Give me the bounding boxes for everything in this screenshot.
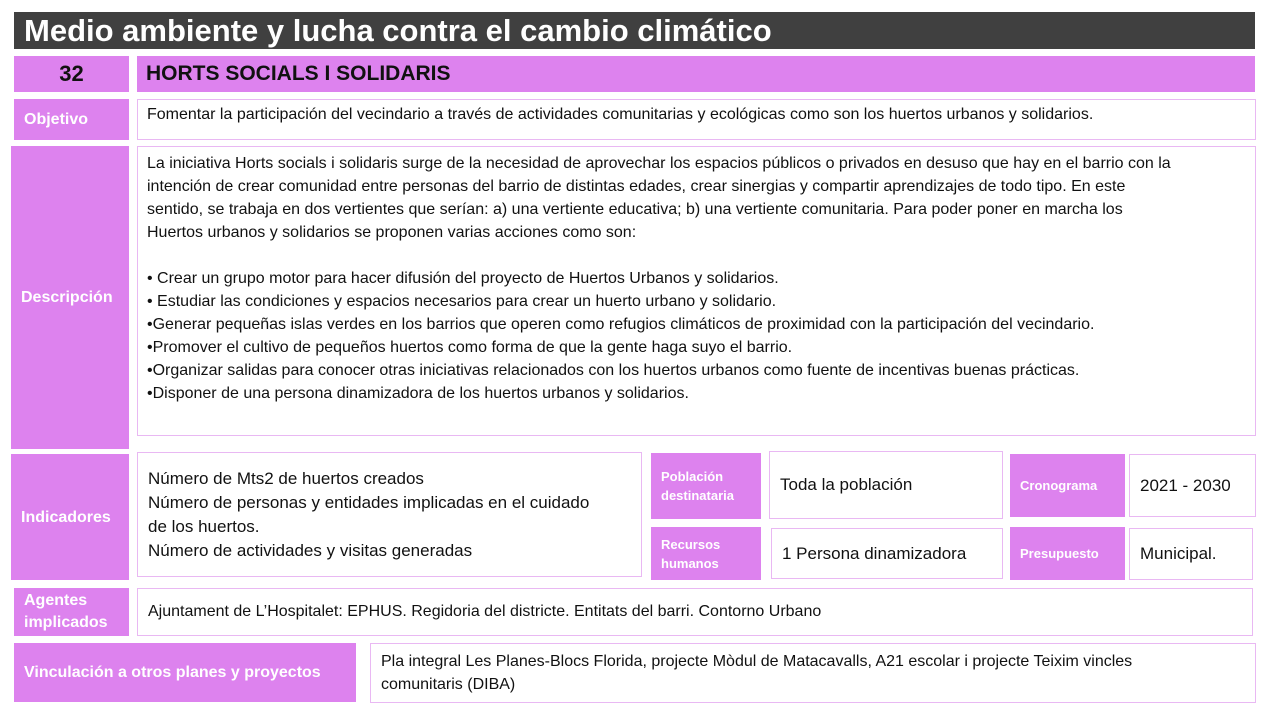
description-line: Huertos urbanos y solidarios se proponen varias acciones como son:: [147, 224, 637, 241]
resources-label-line: Recursos: [661, 536, 721, 552]
schedule-value: 2021 - 2030: [1129, 454, 1256, 517]
objective-label: Objetivo: [14, 99, 129, 140]
links-line: comunitaris (DIBA): [381, 676, 516, 693]
description-line: sentido, se trabaja en dos vertientes que serían: a) una vertiente educativa; b) una vertiente comunitaria. Para poder poner en marcha los: [147, 201, 1123, 218]
description-label: Descripción: [11, 146, 129, 449]
description-bullet: •Generar pequeñas islas verdes en los barrios que operen como refugios climáticos de proximidad con la participación del vecindario.: [147, 316, 1095, 333]
agents-label: [14, 588, 129, 636]
page-title: Medio ambiente y lucha contra el cambio climático: [14, 12, 1255, 49]
schedule-label: Cronograma: [1010, 454, 1125, 517]
objective-text: Fomentar la participación del vecindario a través de actividades comunitarias y ecológicas como son los huertos urbanos y solidarios.: [137, 99, 1256, 140]
indicator-line: Número de actividades y visitas generadas: [148, 541, 473, 560]
description-line: intención de crear comunidad entre personas del barrio de distintas edades, crear sinergias y compartir aprendizajes de todo tipo. En este: [147, 178, 1126, 195]
target-value: Toda la población: [769, 451, 1003, 519]
indicators-label: Indicadores: [11, 454, 129, 580]
resources-value: 1 Persona dinamizadora: [771, 528, 1003, 579]
agents-label-line: implicados: [24, 614, 108, 631]
agents-label-line: Agentes: [24, 592, 88, 609]
description-bullet: • Crear un grupo motor para hacer difusión del proyecto de Huertos Urbanos y solidarios.: [147, 270, 779, 287]
links-label: Vinculación a otros planes y proyectos: [14, 643, 356, 702]
budget-value: Municipal.: [1129, 528, 1253, 580]
target-label-line: Población: [661, 469, 724, 484]
measure-number: 32: [14, 56, 129, 92]
description-line: La iniciativa Horts socials i solidaris surge de la necesidad de aprovechar los espacios públicos o privados en desuso que hay en el barrio con la: [147, 155, 1171, 172]
agents-text: Ajuntament de L’Hospitalet: EPHUS. Regidoria del districte. Entitats del barri. Contorno Urbano: [137, 588, 1253, 636]
target-label-line: destinataria: [661, 488, 734, 503]
description-bullet: • Estudiar las condiciones y espacios necesarios para crear un huerto urbano y solidario.: [147, 293, 777, 310]
resources-label: [651, 527, 761, 580]
description-bullet: •Promover el cultivo de pequeños huertos como forma de que la gente haga suyo el barrio.: [147, 339, 793, 356]
links-line: Pla integral Les Planes-Blocs Florida, projecte Mòdul de Matacavalls, A21 escolar i projecte Teixim vincles: [381, 653, 1133, 670]
description-bullet: •Disponer de una persona dinamizadora de los huertos urbanos y solidarios.: [147, 385, 689, 402]
budget-label: Presupuesto: [1010, 527, 1125, 580]
indicator-line: Número de Mts2 de huertos creados: [148, 469, 424, 488]
indicators-text: [137, 452, 642, 577]
indicator-line: de los huertos.: [148, 517, 260, 536]
links-text: [370, 643, 1256, 703]
measure-title: HORTS SOCIALS I SOLIDARIS: [137, 56, 1255, 92]
target-label: [651, 453, 761, 519]
resources-label-line: humanos: [661, 555, 719, 571]
description-bullet: •Organizar salidas para conocer otras iniciativas relacionados con los huertos urbanos como fuente de incentivas buenas prácticas.: [147, 362, 1080, 379]
description-text: [137, 146, 1256, 436]
indicator-line: Número de personas y entidades implicadas en el cuidado: [148, 493, 590, 512]
